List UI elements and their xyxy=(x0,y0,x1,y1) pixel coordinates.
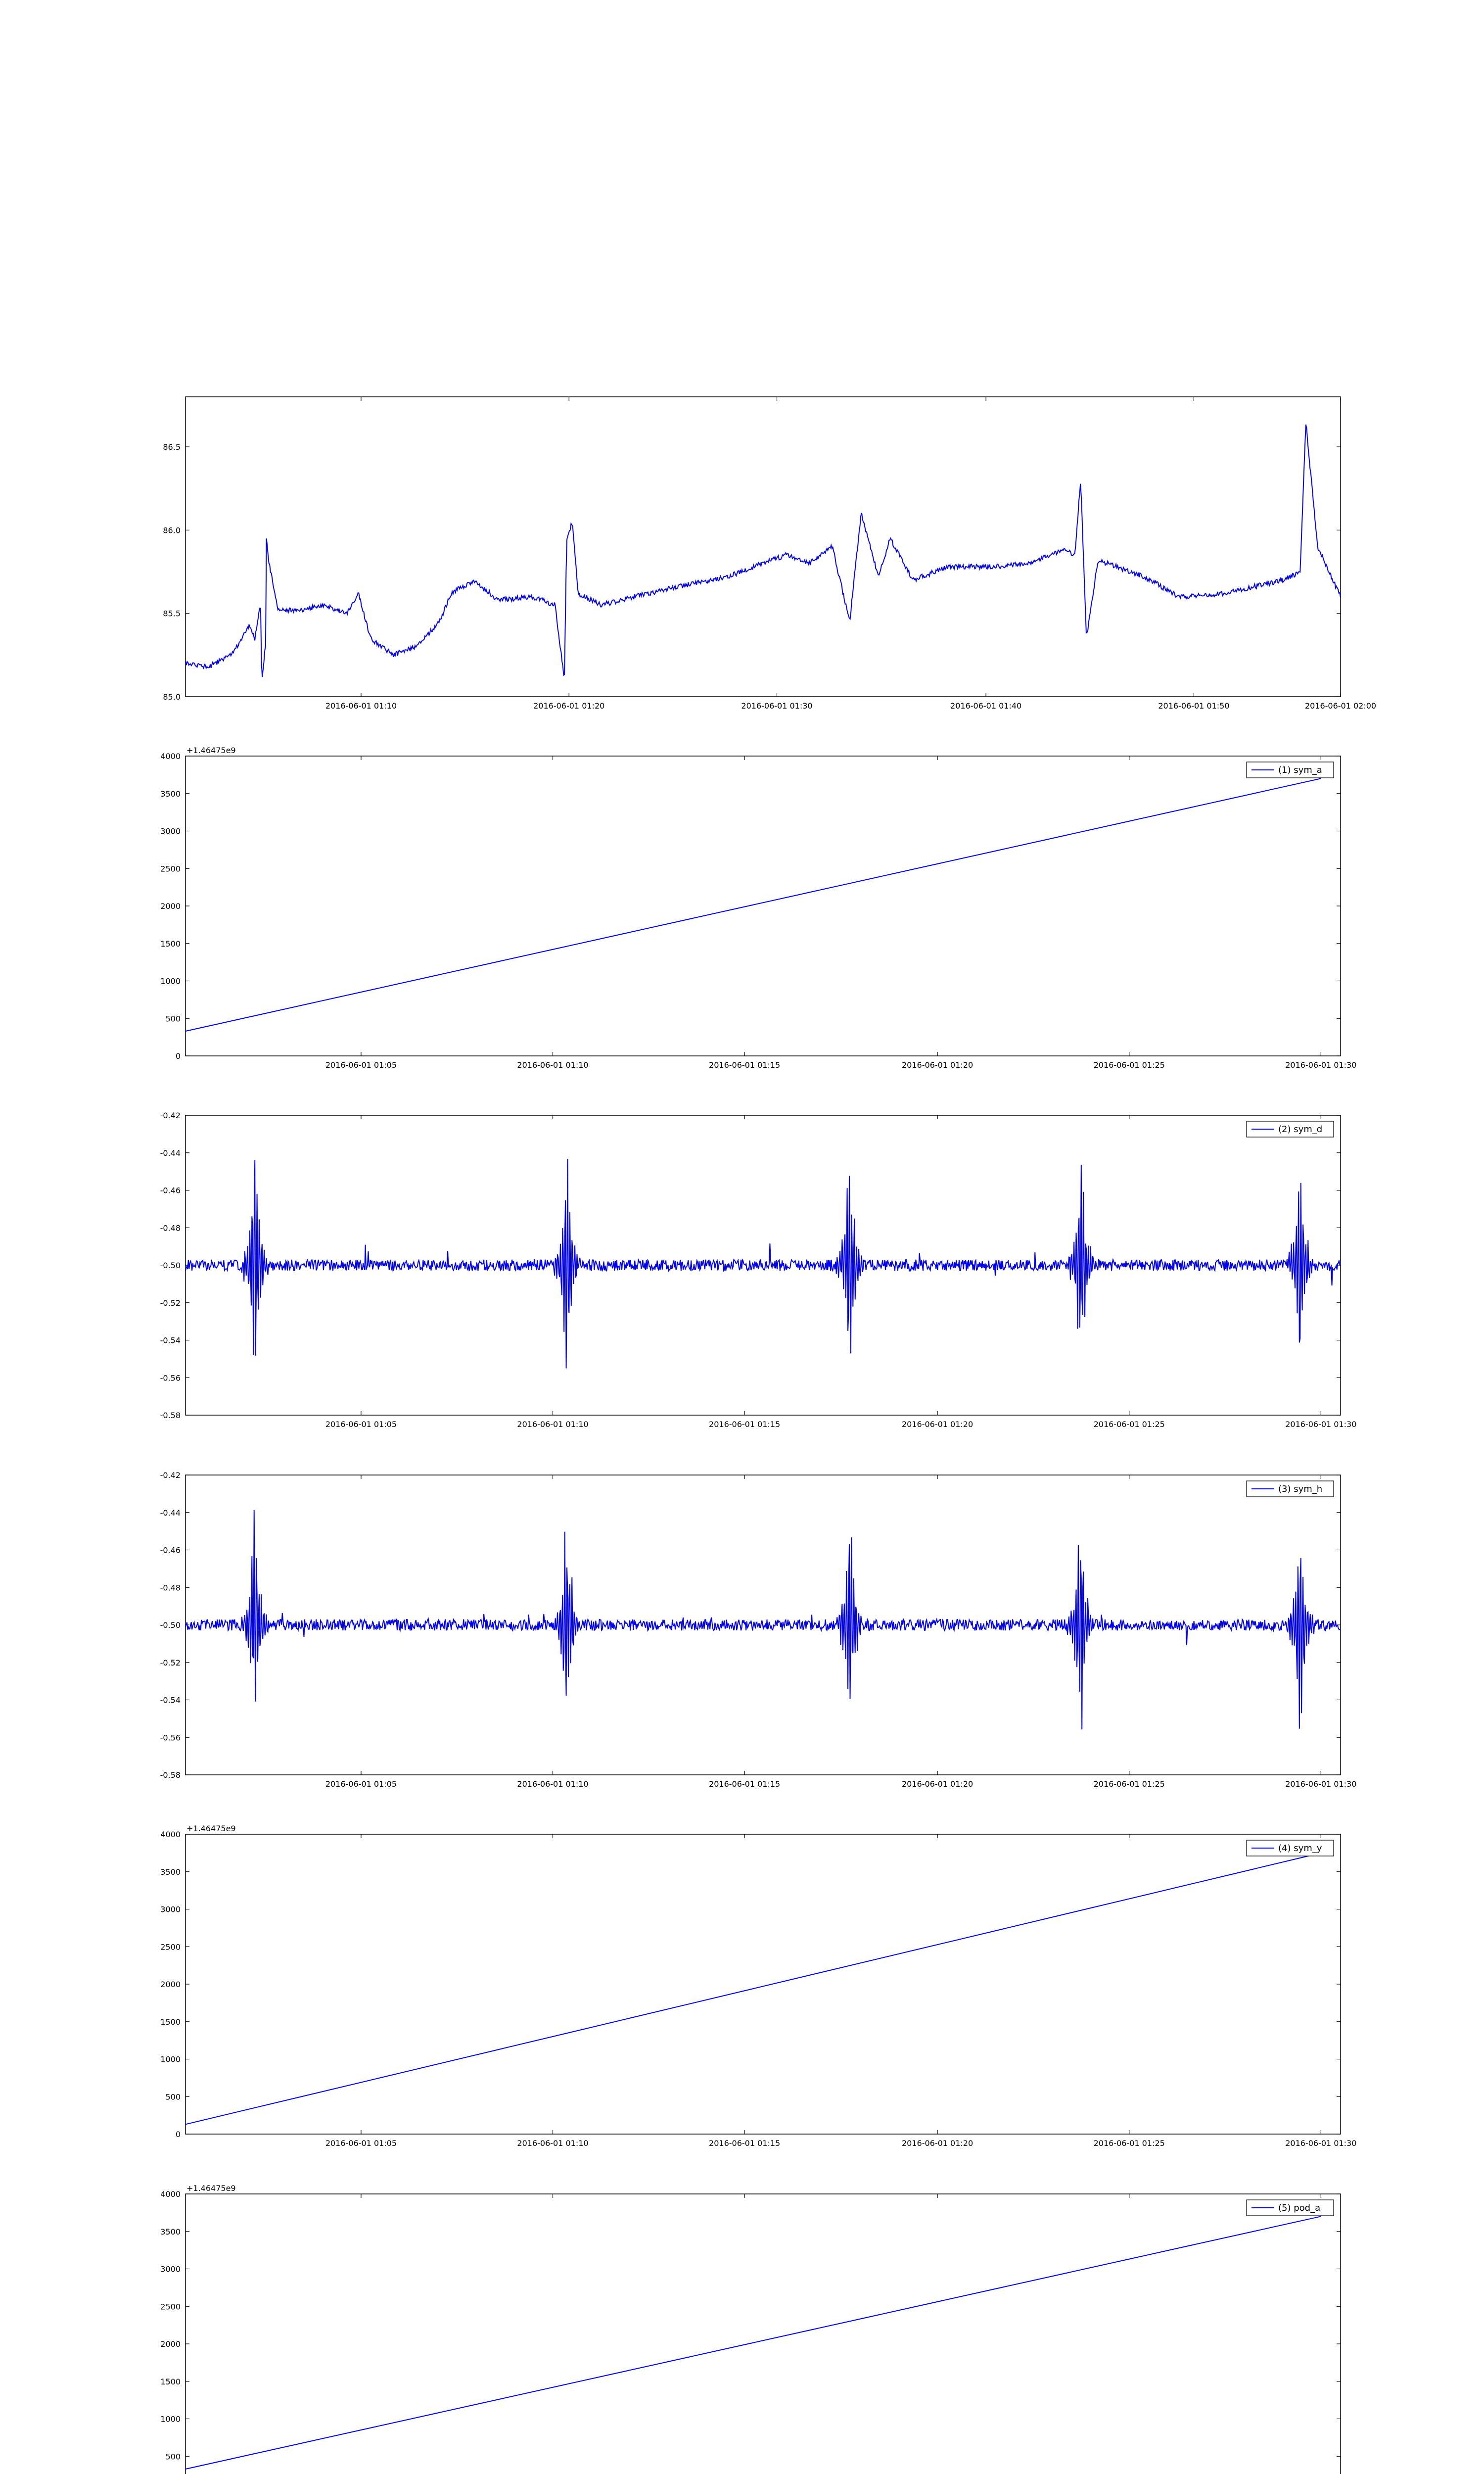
y-tick-label: 500 xyxy=(165,1014,181,1024)
y-tick-label: 1000 xyxy=(160,2414,181,2424)
y-tick-label: 2500 xyxy=(160,2302,181,2312)
y-tick-label: -0.50 xyxy=(160,1261,181,1270)
y-tick-label: -0.58 xyxy=(160,1770,181,1780)
y-tick-label: -0.52 xyxy=(160,1658,181,1667)
y-tick-label: 2500 xyxy=(160,1942,181,1952)
y-tick-label: 3000 xyxy=(160,1904,181,1914)
y-tick-label: 500 xyxy=(165,2452,181,2462)
series-line xyxy=(186,2216,1321,2469)
y-tick-label: -0.48 xyxy=(160,1223,181,1233)
offset-text: +1.46475e9 xyxy=(186,1824,236,1833)
x-tick-label: 2016-06-01 01:05 xyxy=(325,1420,397,1429)
x-tick-label: 2016-06-01 01:10 xyxy=(517,2139,589,2148)
x-tick-label: 2016-06-01 01:10 xyxy=(517,1420,589,1429)
x-tick-label: 2016-06-01 01:40 xyxy=(950,701,1022,711)
y-tick-label: 2500 xyxy=(160,864,181,874)
axes-frame xyxy=(186,397,1341,697)
y-tick-label: 1500 xyxy=(160,939,181,949)
y-tick-label: -0.56 xyxy=(160,1733,181,1743)
y-tick-label: 2000 xyxy=(160,902,181,911)
chart-panel-4 xyxy=(160,1471,1357,1789)
y-tick-label: 86.5 xyxy=(163,442,181,452)
x-tick-label: 2016-06-01 01:05 xyxy=(325,1060,397,1070)
series-line xyxy=(186,425,1341,677)
legend-label: (5) pod_a xyxy=(1278,2203,1321,2213)
x-tick-label: 2016-06-01 01:50 xyxy=(1158,701,1230,711)
x-tick-label: 2016-06-01 01:20 xyxy=(901,1779,974,1789)
y-tick-label: -0.58 xyxy=(160,1411,181,1420)
chart-panel-3 xyxy=(160,1111,1357,1429)
series-line xyxy=(186,778,1321,1031)
y-tick-label: 3500 xyxy=(160,2227,181,2236)
x-tick-label: 2016-06-01 01:25 xyxy=(1093,1060,1165,1070)
y-tick-label: -0.46 xyxy=(160,1545,181,1555)
chart-panel-2 xyxy=(160,746,1356,1070)
y-tick-label: 500 xyxy=(165,2092,181,2102)
y-tick-label: 4000 xyxy=(160,752,181,761)
y-tick-label: 85.0 xyxy=(163,692,181,702)
axes-frame xyxy=(186,2194,1341,2474)
y-tick-label: -0.54 xyxy=(160,1695,181,1705)
x-tick-label: 2016-06-01 02:00 xyxy=(1304,701,1377,711)
x-tick-label: 2016-06-01 01:10 xyxy=(325,701,397,711)
y-tick-label: 0 xyxy=(175,1051,181,1061)
y-tick-label: 86.0 xyxy=(163,525,181,535)
y-tick-label: 2000 xyxy=(160,2339,181,2349)
x-tick-label: 2016-06-01 01:30 xyxy=(1285,1060,1357,1070)
y-tick-label: -0.52 xyxy=(160,1298,181,1308)
y-tick-label: -0.44 xyxy=(160,1148,181,1158)
y-tick-label: 0 xyxy=(175,2130,181,2139)
series-line xyxy=(186,1853,1321,2124)
chart-panel-1 xyxy=(163,397,1376,711)
legend-label: (4) sym_y xyxy=(1278,1843,1322,1854)
x-tick-label: 2016-06-01 01:05 xyxy=(325,1779,397,1789)
x-tick-label: 2016-06-01 01:20 xyxy=(901,2139,974,2148)
y-tick-label: -0.44 xyxy=(160,1508,181,1518)
y-tick-label: 85.5 xyxy=(163,609,181,618)
x-tick-label: 2016-06-01 01:15 xyxy=(709,1420,781,1429)
chart-panel-5 xyxy=(160,1824,1356,2148)
y-tick-label: -0.46 xyxy=(160,1186,181,1195)
legend-label: (1) sym_a xyxy=(1278,765,1322,775)
y-tick-label: 1500 xyxy=(160,2377,181,2386)
legend-label: (3) sym_h xyxy=(1278,1484,1323,1494)
offset-text: +1.46475e9 xyxy=(186,746,236,755)
offset-text: +1.46475e9 xyxy=(186,2184,236,2193)
axes-frame xyxy=(186,756,1341,1056)
y-tick-label: -0.56 xyxy=(160,1373,181,1383)
x-tick-label: 2016-06-01 01:05 xyxy=(325,2139,397,2148)
x-tick-label: 2016-06-01 01:15 xyxy=(709,1779,781,1789)
y-tick-label: 3500 xyxy=(160,789,181,799)
series-line xyxy=(186,1510,1341,1730)
series-line xyxy=(186,1159,1341,1368)
y-tick-label: 1000 xyxy=(160,2054,181,2064)
legend-label: (2) sym_d xyxy=(1278,1124,1323,1135)
y-tick-label: 3000 xyxy=(160,2264,181,2274)
x-tick-label: 2016-06-01 01:15 xyxy=(709,2139,781,2148)
x-tick-label: 2016-06-01 01:30 xyxy=(1285,1420,1357,1429)
x-tick-label: 2016-06-01 01:30 xyxy=(1285,2139,1357,2148)
y-tick-label: 1000 xyxy=(160,976,181,986)
y-tick-label: -0.42 xyxy=(160,1471,181,1480)
y-tick-label: 1500 xyxy=(160,2017,181,2027)
y-tick-label: 3500 xyxy=(160,1867,181,1877)
x-tick-label: 2016-06-01 01:10 xyxy=(517,1779,589,1789)
x-tick-label: 2016-06-01 01:25 xyxy=(1093,1420,1165,1429)
y-tick-label: 2000 xyxy=(160,1980,181,1989)
y-tick-label: 4000 xyxy=(160,2189,181,2199)
x-tick-label: 2016-06-01 01:20 xyxy=(901,1060,974,1070)
x-tick-label: 2016-06-01 01:25 xyxy=(1093,2139,1165,2148)
x-tick-label: 2016-06-01 01:20 xyxy=(533,701,605,711)
y-tick-label: -0.54 xyxy=(160,1335,181,1345)
y-tick-label: -0.50 xyxy=(160,1620,181,1630)
x-tick-label: 2016-06-01 01:30 xyxy=(741,701,813,711)
axes-frame xyxy=(186,1834,1341,2134)
y-tick-label: -0.42 xyxy=(160,1111,181,1120)
x-tick-label: 2016-06-01 01:15 xyxy=(709,1060,781,1070)
y-tick-label: 3000 xyxy=(160,826,181,836)
y-tick-label: -0.48 xyxy=(160,1583,181,1593)
chart-panel-6 xyxy=(160,2184,1356,2474)
x-tick-label: 2016-06-01 01:30 xyxy=(1285,1779,1357,1789)
x-tick-label: 2016-06-01 01:25 xyxy=(1093,1779,1165,1789)
x-tick-label: 2016-06-01 01:20 xyxy=(901,1420,974,1429)
y-tick-label: 4000 xyxy=(160,1830,181,1839)
x-tick-label: 2016-06-01 01:10 xyxy=(517,1060,589,1070)
